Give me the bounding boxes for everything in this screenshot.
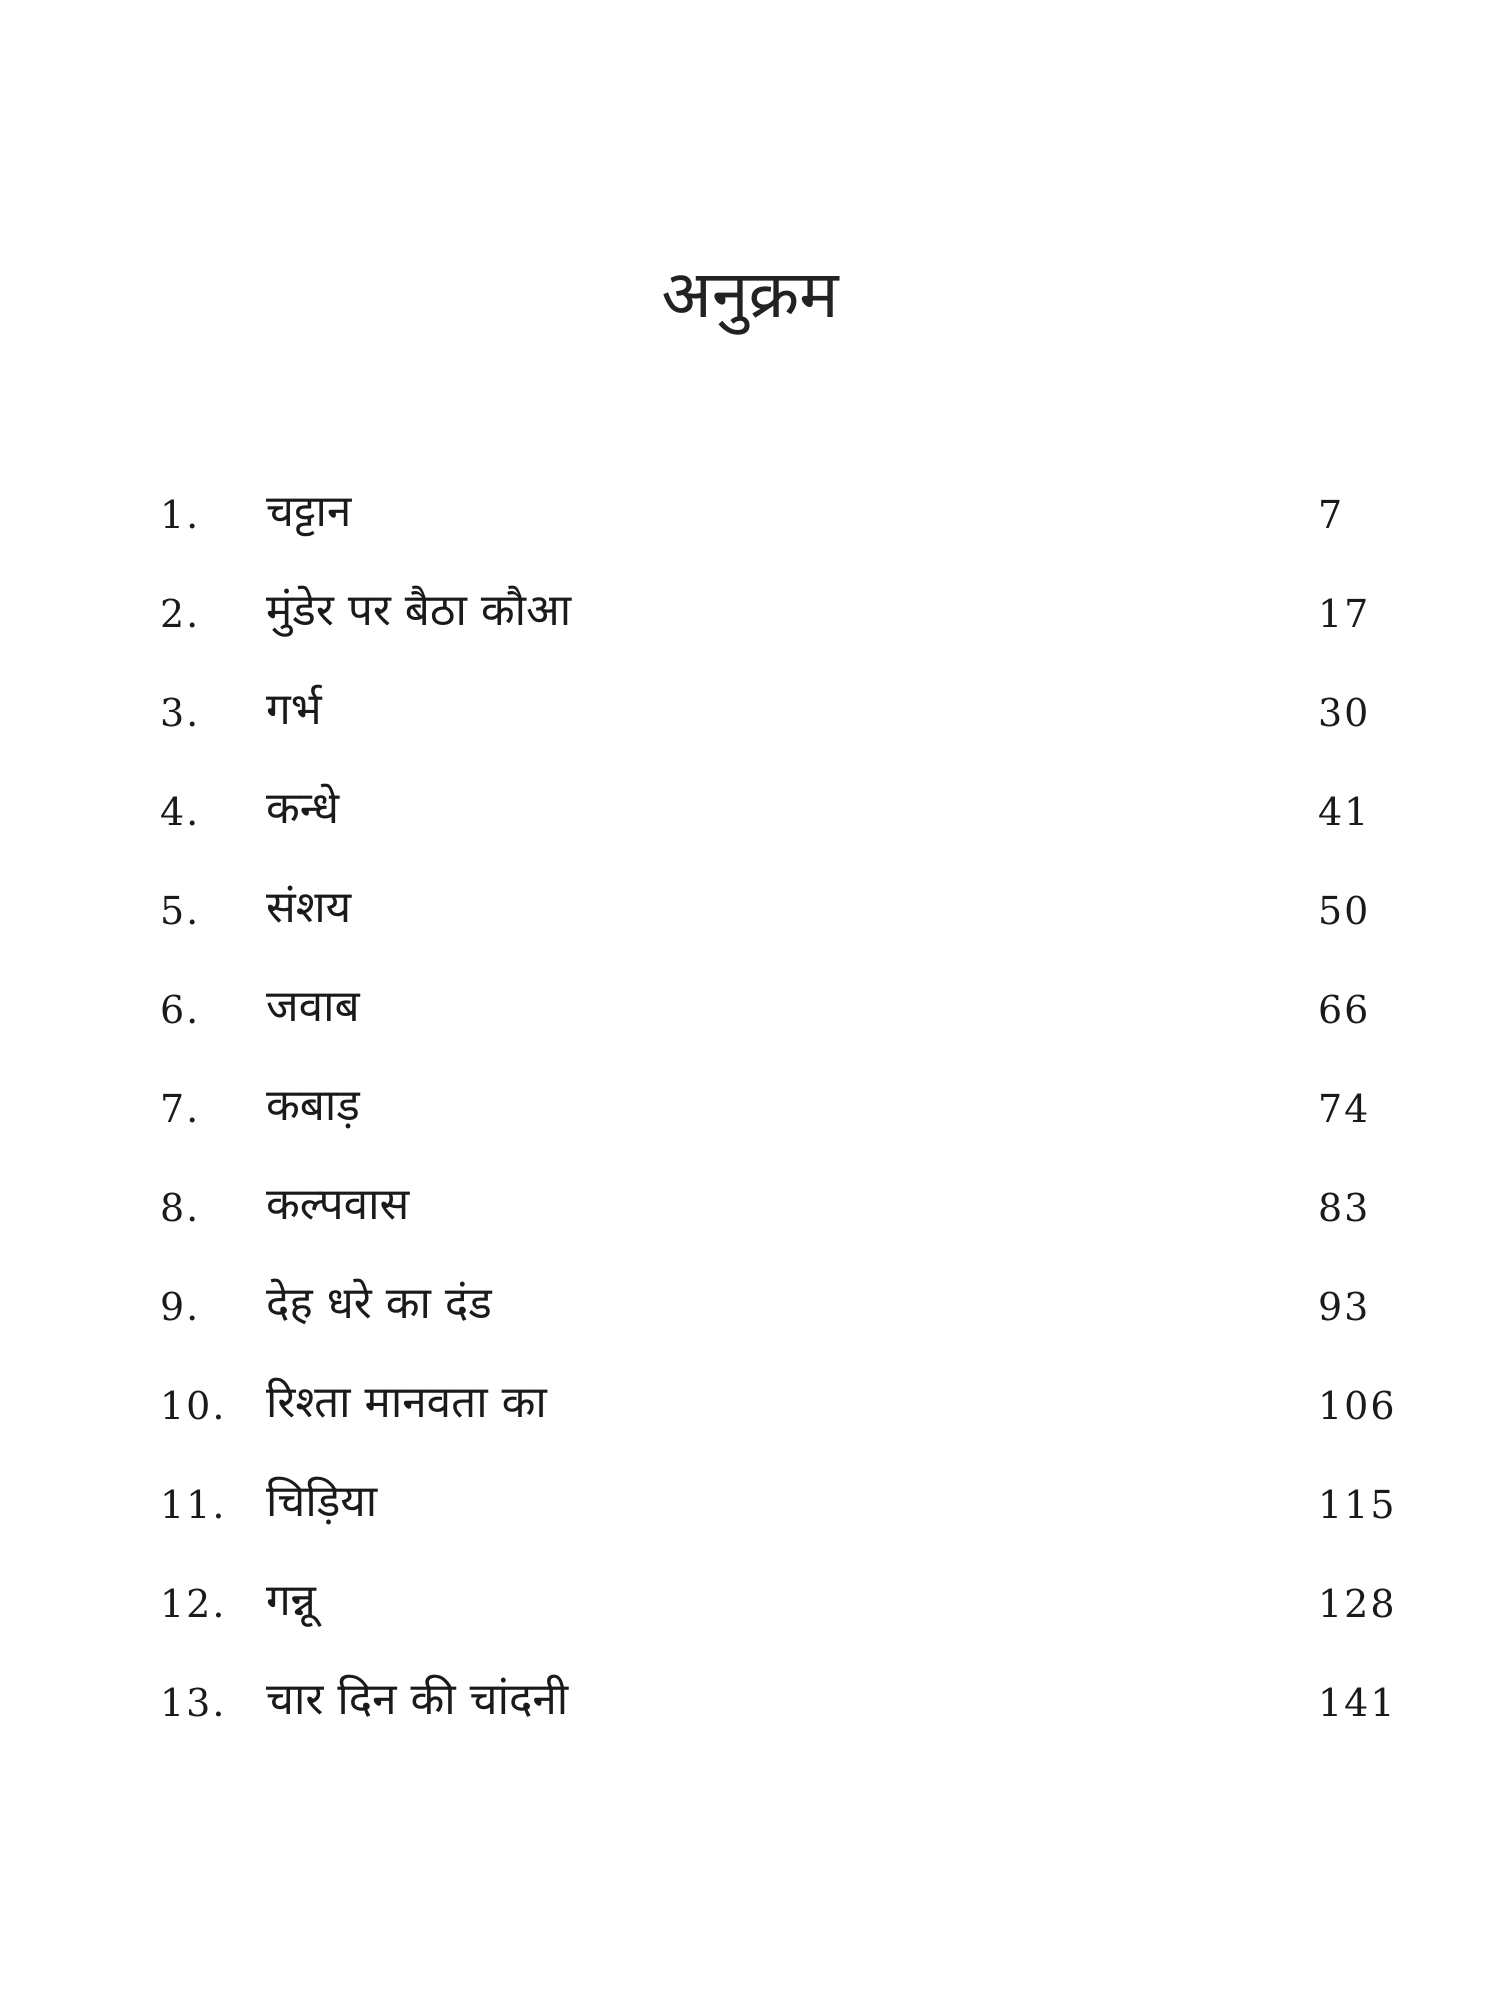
entry-page-number: 93 [1318, 1285, 1371, 1329]
entry-title: चार दिन की चांदनी [266, 1674, 569, 1725]
toc-entry [0, 1064, 1500, 1163]
entry-page-number: 17 [1318, 592, 1371, 636]
entry-number: 7. [160, 1087, 201, 1131]
toc-entry [0, 1262, 1500, 1361]
entry-title: कबाड़ [266, 1080, 360, 1131]
entry-title: देह धरे का दंड [266, 1278, 492, 1329]
entry-page-number: 83 [1318, 1186, 1371, 1230]
entry-number: 1. [160, 493, 201, 537]
table-of-contents [0, 470, 1500, 1757]
toc-entry [0, 965, 1500, 1064]
entry-title: चट्टान [266, 486, 352, 537]
entry-number: 9. [160, 1285, 201, 1329]
toc-entry [0, 1361, 1500, 1460]
entry-title: मुंडेर पर बैठा कौआ [266, 585, 572, 636]
entry-title: गन्नू [266, 1575, 316, 1626]
entry-page-number: 66 [1318, 988, 1371, 1032]
entry-title: गर्भ [266, 684, 322, 735]
toc-entry [0, 569, 1500, 668]
entry-page-number: 128 [1318, 1582, 1397, 1626]
toc-entry [0, 1658, 1500, 1757]
entry-number: 10. [160, 1384, 227, 1428]
entry-number: 3. [160, 691, 201, 735]
entry-title: कन्धे [266, 783, 340, 834]
entry-title: कल्पवास [266, 1179, 410, 1230]
page-title: अनुक्रम [661, 256, 839, 333]
toc-entry [0, 1163, 1500, 1262]
entry-page-number: 50 [1318, 889, 1371, 933]
entry-title: संशय [266, 882, 352, 933]
toc-entry [0, 668, 1500, 767]
entry-page-number: 74 [1318, 1087, 1371, 1131]
entry-page-number: 141 [1318, 1681, 1397, 1725]
entry-number: 5. [160, 889, 201, 933]
entry-title: रिश्ता मानवता का [266, 1377, 547, 1428]
toc-entry [0, 866, 1500, 965]
entry-page-number: 7 [1318, 493, 1345, 537]
toc-entry [0, 470, 1500, 569]
entry-number: 12. [160, 1582, 227, 1626]
entry-page-number: 115 [1318, 1483, 1397, 1527]
entry-title: जवाब [266, 981, 360, 1032]
entry-page-number: 30 [1318, 691, 1371, 735]
toc-entry [0, 1559, 1500, 1658]
entry-number: 2. [160, 592, 201, 636]
entry-title: चिड़िया [266, 1476, 378, 1527]
entry-number: 13. [160, 1681, 227, 1725]
entry-number: 11. [160, 1483, 227, 1527]
entry-number: 6. [160, 988, 201, 1032]
toc-entry [0, 767, 1500, 866]
toc-entry [0, 1460, 1500, 1559]
entry-number: 8. [160, 1186, 201, 1230]
entry-page-number: 41 [1318, 790, 1371, 834]
entry-number: 4. [160, 790, 201, 834]
entry-page-number: 106 [1318, 1384, 1397, 1428]
